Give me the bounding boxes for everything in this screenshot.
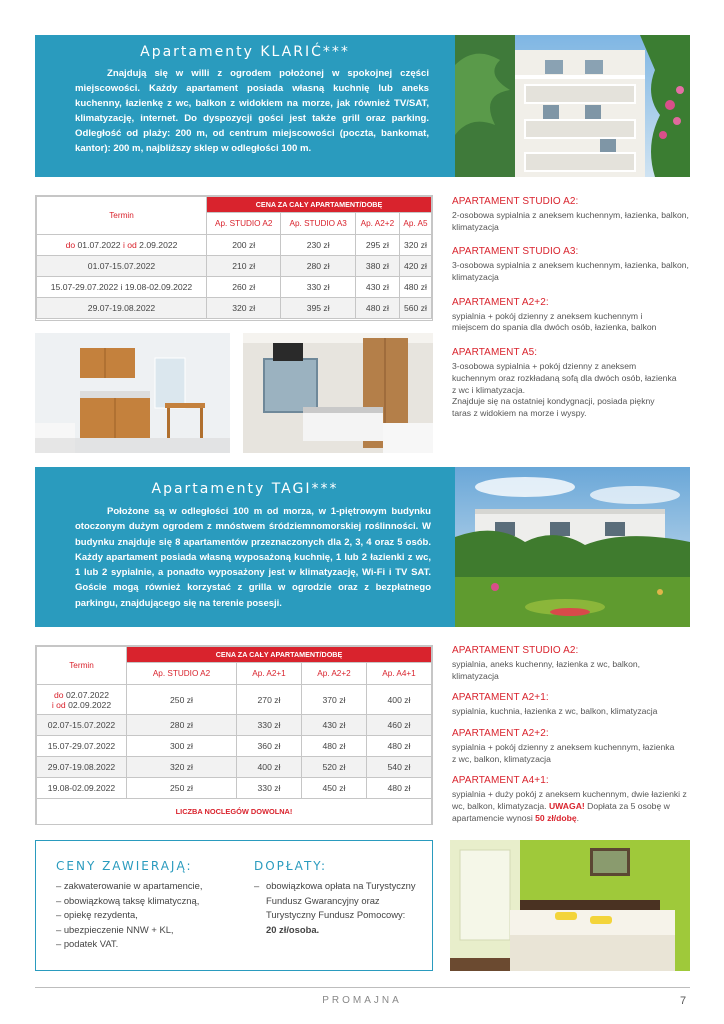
apartment-title: APARTAMENT A2+1: (452, 692, 549, 704)
price-cell: 320 zł (207, 298, 281, 319)
table-row (37, 715, 432, 736)
price-cell: 320 zł (399, 235, 431, 256)
term-cell: 29.07-19.08.2022 (37, 298, 207, 319)
price-cell: 280 zł (127, 715, 237, 736)
price-cell: 250 zł (127, 778, 237, 799)
price-cell: 400 zł (237, 757, 302, 778)
price-cell: 480 zł (366, 736, 431, 757)
price-cell: 480 zł (399, 277, 431, 298)
price-cell: 420 zł (399, 256, 431, 277)
price-cell: 430 zł (355, 277, 399, 298)
tagi-garden-photo (455, 467, 690, 627)
price-cell: 480 zł (366, 778, 431, 799)
klaric-col-header: Ap. STUDIO A3 (281, 213, 355, 235)
tagi-bedroom-photo (450, 840, 690, 971)
term-cell: 02.07-15.07.2022 (37, 715, 127, 736)
term-cell: 15.07-29.07.2022 (37, 736, 127, 757)
tagi-apartment-descriptions (452, 645, 692, 836)
price-cell: 460 zł (366, 715, 431, 736)
table-row (37, 736, 432, 757)
table-row (37, 235, 432, 256)
apartment-text: sypialnia, kuchnia, łazienka z wc, balkon, klimatyzacja (452, 706, 658, 717)
klaric-kitchen-photo (35, 333, 230, 453)
price-cell: 330 zł (237, 778, 302, 799)
price-cell: 200 zł (207, 235, 281, 256)
price-cell: 430 zł (301, 715, 366, 736)
price-cell: 330 zł (237, 715, 302, 736)
footer-brand: PROMAJNA (322, 995, 402, 1006)
apartment-text: 3-osobowa sypialnia + pokój dzienny z aneksem kuchennym oraz rozkładaną sofą dla dwóch osób, łazienka z wc i klimatyzacja. (452, 360, 677, 395)
klaric-col-header: Ap. A5 (399, 213, 431, 235)
apartment-text: Znajduje się na ostatniej kondygnacji, posiada piękny taras z widokiem na morze i wyspy. (452, 396, 655, 419)
tagi-price-header: CENA ZA CAŁY APARTAMENT/DOBĘ (127, 647, 432, 663)
term-cell: do 02.07.2022 i od 02.09.2022 (37, 685, 127, 715)
price-cell: 260 zł (207, 277, 281, 298)
extras-title: DOPŁATY: (254, 859, 328, 873)
price-cell: 210 zł (207, 256, 281, 277)
tagi-col-header: Ap. A2+1 (237, 663, 302, 685)
table-row (37, 298, 432, 319)
apartment-title: APARTAMENT A2+2: (452, 296, 549, 308)
klaric-description: Znajdują się w willi z ogrodem położonej w spokojnej części miejscowości. Każdy apartament posiada własną kuchnię lub aneks kuchenny, łazienkę z wc, balkon z widokiem na morze, jak również TV/SAT, klimatyzację, internet. Do dyspozycji gości jest także grill oraz parking. Odległość od plaży: 200 m, od centrum miejscowości (poczta, bankomat, kantor): 200 m, najbliższy sklep w odległości 100 m. (75, 68, 429, 154)
term-cell: 29.07-19.08.2022 (37, 757, 127, 778)
extras-price: 20 zł/osoba. (266, 923, 320, 935)
table-row (37, 256, 432, 277)
price-cell: 560 zł (399, 298, 431, 319)
price-cell: 370 zł (301, 685, 366, 715)
apartment-text: sypialnia + pokój dzienny z aneksem kuchennym i miejscem do spania dla dwóch osób, łazienka, balkon (452, 310, 657, 333)
table-row (37, 778, 432, 799)
price-cell: 520 zł (301, 757, 366, 778)
klaric-bedroom-photo (243, 333, 433, 453)
term-cell: 15.07-29.07.2022 i 19.08-02.09.2022 (37, 277, 207, 298)
list-item: – obowiązkową taksę klimatyczną, (56, 894, 256, 909)
tagi-col-header: Ap. STUDIO A2 (127, 663, 237, 685)
price-cell: 540 zł (366, 757, 431, 778)
page-number: 7 (680, 995, 687, 1007)
extras-text: obowiązkowa opłata na Turystyczny Fundusz Gwarancyjny oraz Turystyczny Fundusz Pomocowy: (266, 880, 416, 920)
price-cell: 480 zł (355, 298, 399, 319)
apartment-title: APARTAMENT STUDIO A2: (452, 645, 579, 656)
price-cell: 450 zł (301, 778, 366, 799)
tagi-banner (35, 467, 455, 627)
tagi-col-header: Ap. A4+1 (366, 663, 431, 685)
price-cell: 250 zł (127, 685, 237, 715)
apartment-title: APARTAMENT A2+2: (452, 727, 549, 739)
price-cell: 330 zł (281, 277, 355, 298)
price-cell: 270 zł (237, 685, 302, 715)
tagi-term-header: Termin (37, 647, 127, 685)
list-item: – ubezpieczenie NNW + KL, (56, 923, 256, 938)
tagi-col-header: Ap. A2+2 (301, 663, 366, 685)
apartment-text: sypialnia + pokój dzienny z aneksem kuchennym, łazienka z wc, balkon, klimatyzacja (452, 741, 675, 764)
klaric-apartment-descriptions (452, 196, 692, 431)
apartment-text: sypialnia, aneks kuchenny, łazienka z wc, balkon, klimatyzacja (452, 658, 641, 681)
price-cell: 395 zł (281, 298, 355, 319)
includes-title: CENY ZAWIERAJĄ: (56, 859, 193, 873)
price-cell: 295 zł (355, 235, 399, 256)
tagi-description: Położone są w odległości 100 m od morza, w 1-piętrowym budynku otoczonym dużym ogrodem z mnóstwem śródziemnomorskiej roślinności. W budynku znajduje się 8 apartamentów przeznaczonych dla 2, 3, 4 oraz 5 osób. Każdy apartament posiada własną wyposażoną kuchnię, 1 lub 2 łazienki z wc, 1 lub 2 sypialnie, a ponadto wyposażony jest w klimatyzację, Wi-Fi i TV SAT. Goście mogą również korzystać z grilla w ogrodzie oraz z bezpłatnego parkingu, znajdującego się na terenie posesji. (75, 506, 431, 609)
klaric-building-photo (455, 35, 690, 177)
apartment-text: 2-osobowa sypialnia z aneksem kuchennym, łazienka, balkon, klimatyzacja (452, 209, 689, 232)
klaric-col-header: Ap. STUDIO A2 (207, 213, 281, 235)
tagi-table-footer: LICZBA NOCLEGÓW DOWOLNA! (37, 799, 432, 825)
table-row (37, 685, 432, 715)
price-cell: 230 zł (281, 235, 355, 256)
klaric-price-table (35, 195, 433, 321)
price-cell: 300 zł (127, 736, 237, 757)
apartment-title: APARTAMENT STUDIO A3: (452, 246, 579, 258)
klaric-col-header: Ap. A2+2 (355, 213, 399, 235)
price-cell: 380 zł (355, 256, 399, 277)
price-cell: 280 zł (281, 256, 355, 277)
table-row (37, 757, 432, 778)
apartment-title: APARTAMENT A4+1: (452, 775, 549, 787)
list-item: – podatek VAT. (56, 937, 256, 952)
includes-list (56, 879, 256, 952)
footer-divider (35, 987, 690, 988)
term-cell: do 01.07.2022 i od 2.09.2022 (37, 235, 207, 256)
price-cell: 320 zł (127, 757, 237, 778)
tagi-price-table (35, 645, 433, 825)
term-cell: 19.08-02.09.2022 (37, 778, 127, 799)
apartment-text: 3-osobowa sypialnia z aneksem kuchennym, łazienka, balkon, klimatyzacja (452, 260, 689, 282)
klaric-price-header: CENA ZA CAŁY APARTAMENT/DOBĘ (207, 197, 432, 213)
apartment-text: sypialnia + duży pokój z aneksem kuchennym, dwie łazienki z wc, balkon, klimatyzacja. UWAGA! Dopłata za 5 osobę w apartamencie wynosi 50 zł/dobę. (452, 789, 687, 823)
list-item: – opiekę rezydenta, (56, 908, 256, 923)
price-cell: 480 zł (301, 736, 366, 757)
klaric-title: Apartamenty KLARIĆ*** (140, 44, 350, 60)
price-cell: 360 zł (237, 736, 302, 757)
apartment-title: APARTAMENT A5: (452, 347, 538, 359)
klaric-banner (35, 35, 455, 177)
klaric-term-header: Termin (37, 197, 207, 235)
apartment-title: APARTAMENT STUDIO A2: (452, 196, 579, 207)
tagi-title: Apartamenty TAGI*** (151, 481, 339, 497)
price-cell: 400 zł (366, 685, 431, 715)
table-row (37, 277, 432, 298)
list-item: – zakwaterowanie w apartamencie, (56, 879, 256, 894)
term-cell: 01.07-15.07.2022 (37, 256, 207, 277)
prices-info-box: CENY ZAWIERAJĄ: – zakwaterowanie w apartamencie, – obowiązkową taksę klimatyczną, – opiekę rezydenta, – ubezpieczenie NNW + KL, – podatek VAT. DOPŁATY: – obowiązkowa opłata na Turystyczny Fundusz Gwarancyjny oraz Turystyczny Fundusz Pomocowy: 20 zł/osoba. (35, 840, 433, 971)
